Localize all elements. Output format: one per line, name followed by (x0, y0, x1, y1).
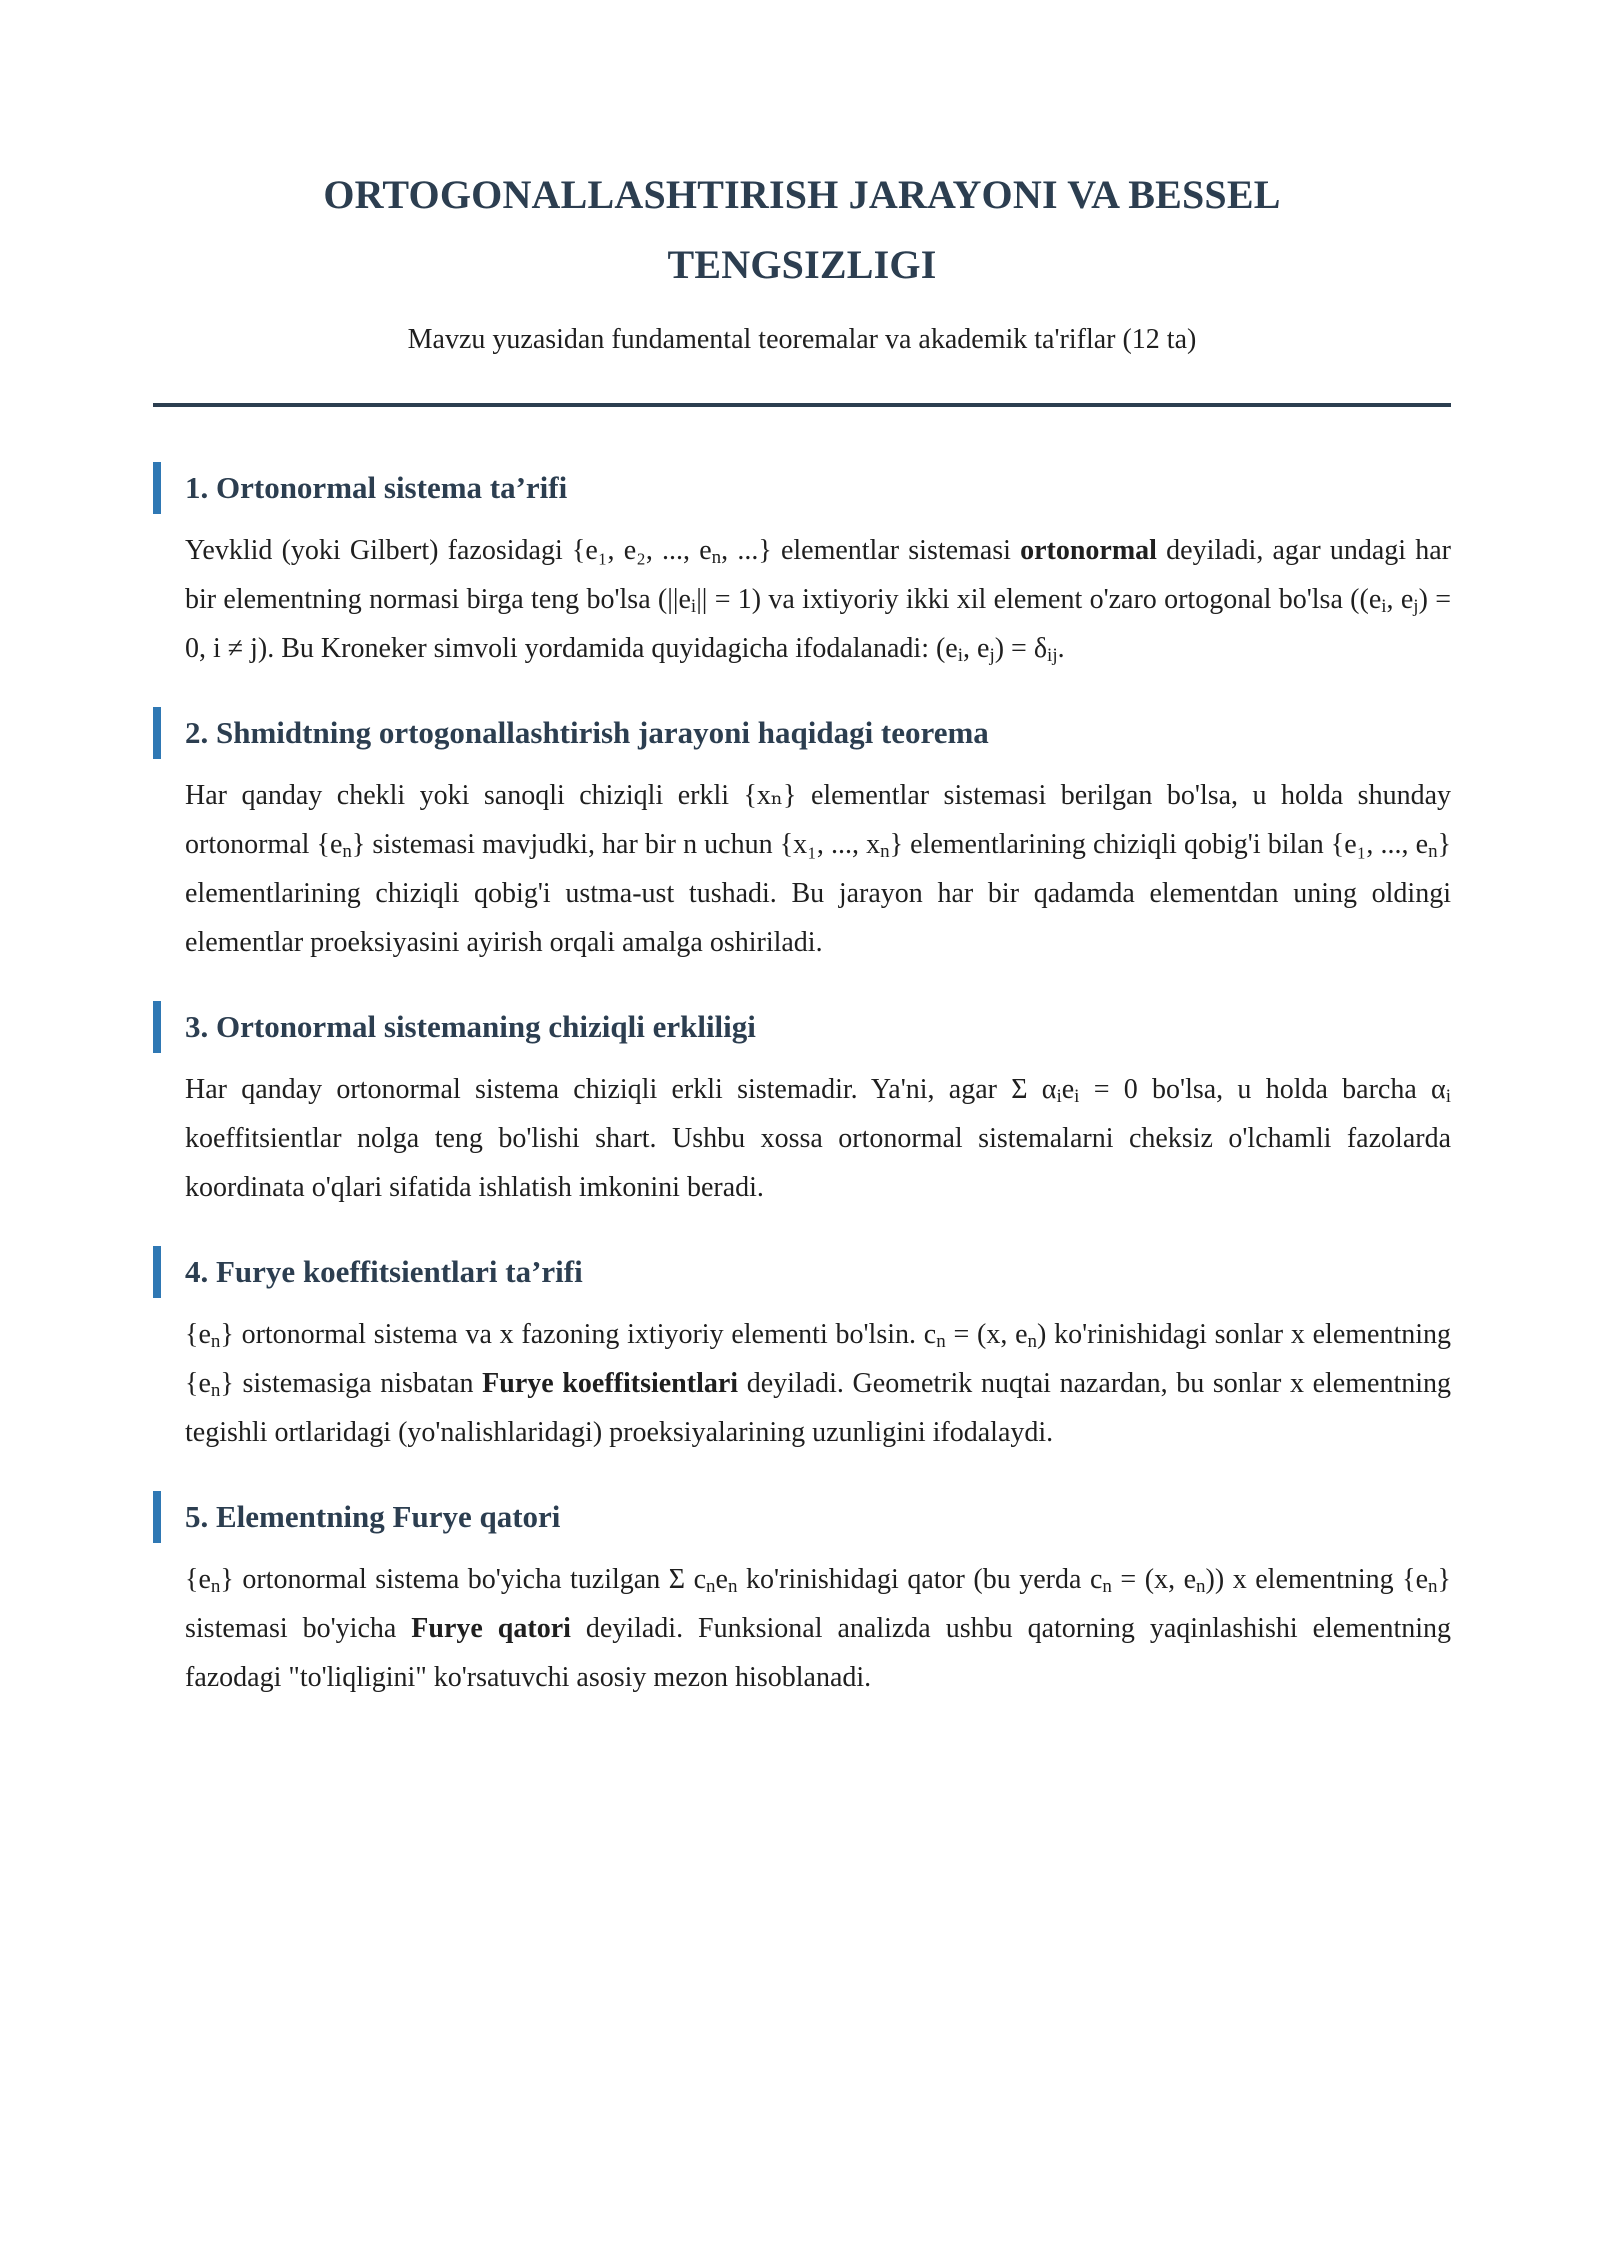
text-run: ) = δ (994, 633, 1048, 664)
subscript: n (210, 1576, 221, 1597)
text-run: koeffitsientlar nolga teng bo'lishi shart. Ushbu xossa ortonormal sistemalarni cheksiz o'lchamli fazolarda koordinata o'qlari sifatida ishlatish imkonini beradi. (185, 1123, 1451, 1203)
subscript: n (1428, 841, 1438, 862)
subscript: ij (1047, 645, 1058, 666)
subscript: n (1027, 1331, 1038, 1352)
text-run: . (1057, 633, 1065, 664)
document-page (153, 0, 1451, 1702)
text-run: } sistemasi mavjudki, har bir n uchun {x₁, ..., x (351, 829, 881, 860)
subscript: n (210, 1331, 221, 1352)
section-heading: 2. Shmidtning ortogonallashtirish jarayoni haqidagi teorema (153, 707, 1451, 759)
text-run: } elementlarining chiziqli qobig'i bilan {e₁, ..., e (889, 829, 1429, 860)
text-run: , e (1386, 584, 1414, 615)
text-run: ) ko'rinishidagi sonlar x elementning {e (185, 1319, 1452, 1399)
subscript: n (1102, 1576, 1112, 1597)
section-1 (153, 462, 1451, 673)
subscript: n (936, 1331, 946, 1352)
text-run: Har qanday ortonormal sistema chiziqli erkli sistemadir. Ya'ni, agar Σ α (185, 1074, 1057, 1105)
section-paragraph (185, 1555, 1451, 1702)
subscript: i (1381, 596, 1387, 617)
subscript: n (1428, 1576, 1438, 1597)
text-run: , e (963, 633, 990, 664)
section-heading: 1. Ortonormal sistema ta’rifi (153, 462, 1451, 514)
section-heading: 5. Elementning Furye qatori (153, 1491, 1451, 1543)
subscript: i (1445, 1086, 1451, 1107)
text-run: ) = 0, i ≠ j). Bu Kroneker simvoli yordamida quyidagicha ifodalanadi: (e (185, 584, 1452, 664)
section-3 (153, 1001, 1451, 1212)
bold-term: ortonormal (1020, 535, 1157, 566)
text-run: deyiladi, agar undagi har bir elementning normasi birga teng bo'lsa (||e (185, 535, 1451, 615)
title-line-2: TENGSIZLIGI (667, 242, 937, 287)
subscript: n (727, 1576, 738, 1597)
section-heading: 3. Ortonormal sistemaning chiziqli erkliligi (153, 1001, 1451, 1053)
text-run: {e (185, 1564, 211, 1595)
document-subtitle: Mavzu yuzasidan fundamental teoremalar va akademik ta'riflar (12 ta) (407, 324, 1197, 355)
section-paragraph (185, 1310, 1451, 1457)
text-run: )) x elementning {e (1205, 1564, 1429, 1595)
bold-term: Furye koeffitsientlari (482, 1368, 739, 1399)
text-run: } ortonormal sistema bo'yicha tuzilgan Σ c (220, 1564, 707, 1595)
subscript: n (210, 1380, 221, 1401)
subscript: n (706, 1576, 716, 1597)
subscript: n (1196, 1576, 1206, 1597)
section-2 (153, 707, 1451, 967)
subscript: i (690, 596, 697, 617)
text-run: } sistemasi bo'yicha (185, 1564, 1451, 1644)
subscript: i (957, 645, 964, 666)
section-paragraph (185, 526, 1451, 673)
subscript: i (1074, 1086, 1080, 1107)
text-run: ko'rinishidagi qator (bu yerda c (737, 1564, 1103, 1595)
subscript: j (1413, 596, 1419, 617)
text-run: e (715, 1564, 728, 1595)
title-line-1: ORTOGONALLASHTIRISH JARAYONI VA BESSEL (323, 172, 1281, 217)
subscript: n (342, 841, 352, 862)
text-run: } ortonormal sistema va x fazoning ixtiyoriy elementi bo'lsin. c (220, 1319, 937, 1350)
section-5 (153, 1491, 1451, 1702)
section-paragraph (185, 1065, 1451, 1212)
text-run: || = 1) va ixtiyoriy ikki xil element o'zaro ortogonal bo'lsa ((e (696, 584, 1382, 615)
subscript: j (989, 645, 995, 666)
text-run: e (1061, 1074, 1075, 1105)
text-run: deyiladi. Geometrik nuqtai nazardan, bu sonlar x elementning tegishli ortlaridagi (yo'nalishlaridagi) proeksiyalarining uzunligini ifodalaydi. (185, 1368, 1452, 1448)
text-run: Har qanday chekli yoki sanoqli chiziqli erkli {xₙ} elementlar sistemasi berilgan bo'lsa, u holda shunday ortonormal {e (185, 780, 1451, 860)
section-4 (153, 1246, 1451, 1457)
bold-term: Furye qatori (411, 1613, 571, 1644)
subscript: n (711, 547, 722, 568)
section-paragraph (185, 771, 1451, 967)
text-run: deyiladi. Funksional analizda ushbu qatorning yaqinlashishi elementning fazodagi "to'liqligini" ko'rsatuvchi asosiy mezon hisoblanadi. (185, 1613, 1452, 1693)
subscript: i (1056, 1086, 1062, 1107)
text-run: Yevklid (yoki Gilbert) fazosidagi {e₁, e₂, ..., e (185, 535, 712, 566)
text-run: = (x, e (1111, 1564, 1197, 1595)
text-run: = 0 bo'lsa, u holda barcha α (1079, 1074, 1446, 1105)
section-heading: 4. Furye koeffitsientlari ta’rifi (153, 1246, 1451, 1298)
subscript: n (880, 841, 890, 862)
title-divider (153, 403, 1451, 407)
text-run: , ...} elementlar sistemasi (721, 535, 1021, 566)
text-run: {e (185, 1319, 211, 1350)
document-title (153, 160, 1451, 300)
text-run: } elementlarining chiziqli qobig'i ustma-ust tushadi. Bu jarayon har bir qadamda elementdan uning oldingi elementlar proeksiyasini ayirish orqali amalga oshiriladi. (185, 829, 1452, 958)
text-run: } sistemasiga nisbatan (220, 1368, 483, 1399)
text-run: = (x, e (945, 1319, 1028, 1350)
